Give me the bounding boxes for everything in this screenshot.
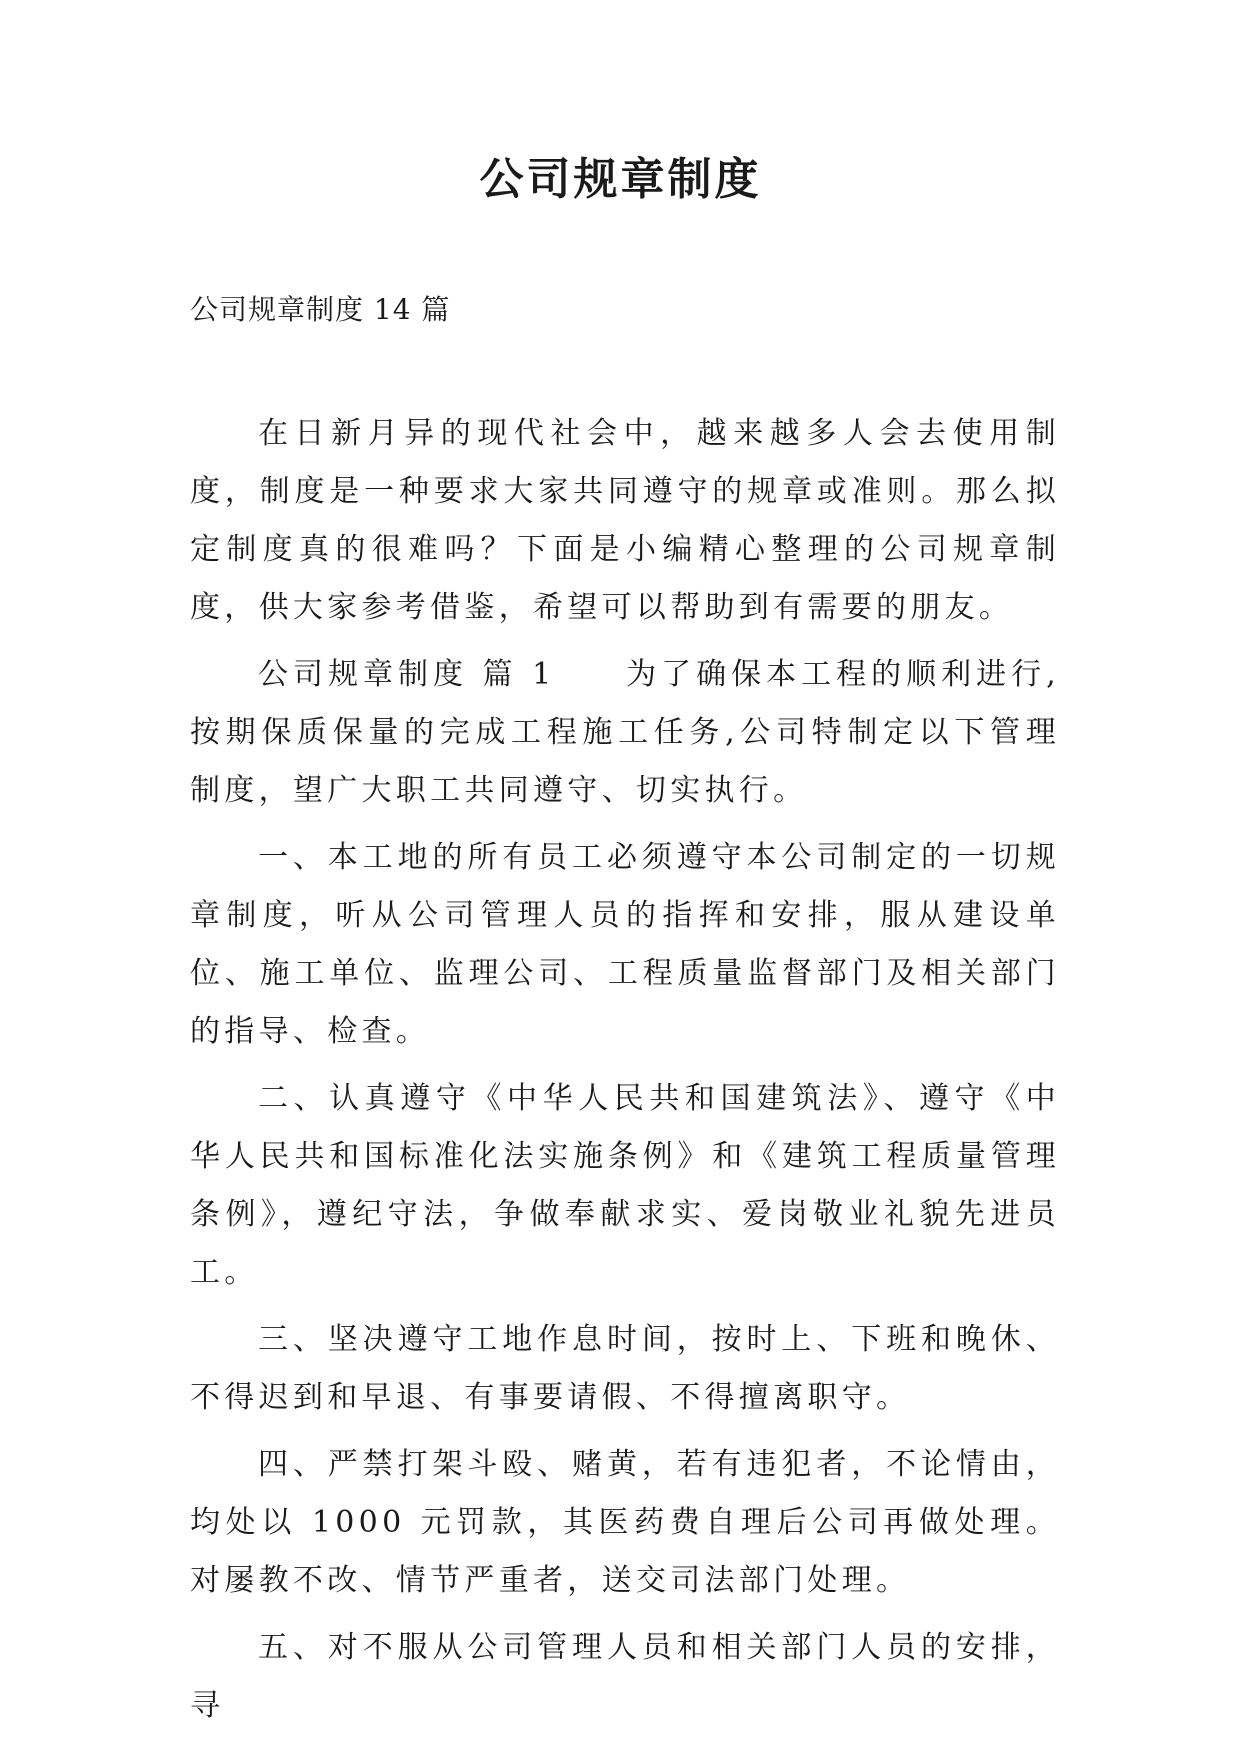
document-title: 公司规章制度 <box>479 154 762 205</box>
paragraph-rule-2: 二、认真遵守《中华人民共和国建筑法》、遵守《中华人民共和国标准化法实施条例》和《建筑工程质量管理条例》，遵纪守法，争做奉献求实、爱岗敬业礼貌先进员工。 <box>190 1081 1060 1290</box>
paragraph-section-1: 公司规章制度 篇 1 为了确保本工程的顺利进行,按期保质保量的完成工程施工任务,公司特制定以下管理制度，望广大职工共同遵守、切实执行。 <box>190 657 1060 808</box>
paragraph-rule-3: 三、坚决遵守工地作息时间，按时上、下班和晚休、不得迟到和早退、有事要请假、不得擅离职守。 <box>190 1322 1060 1415</box>
paragraph-rule-4: 四、严禁打架斗殴、赌黄，若有违犯者，不论情由，均处以 1000 元罚款，其医药费自理后公司再做处理。对屡教不改、情节严重者，送交司法部门处理。 <box>190 1447 1060 1598</box>
document-subtitle: 公司规章制度 14 篇 <box>190 293 451 326</box>
document-body <box>190 405 1060 1744</box>
paragraph-intro: 在日新月异的现代社会中，越来越多人会去使用制度，制度是一种要求大家共同遵守的规章或准则。那么拟定制度真的很难吗？下面是小编精心整理的公司规章制度，供大家参考借鉴，希望可以帮助到有需要的朋友。 <box>190 416 1060 625</box>
paragraph-rule-1: 一、本工地的所有员工必须遵守本公司制定的一切规章制度，听从公司管理人员的指挥和安排，服从建设单位、施工单位、监理公司、工程质量监督部门及相关部门的指导、检查。 <box>190 840 1060 1049</box>
paragraph-rule-5: 五、对不服从公司管理人员和相关部门人员的安排，寻 <box>190 1630 1060 1723</box>
